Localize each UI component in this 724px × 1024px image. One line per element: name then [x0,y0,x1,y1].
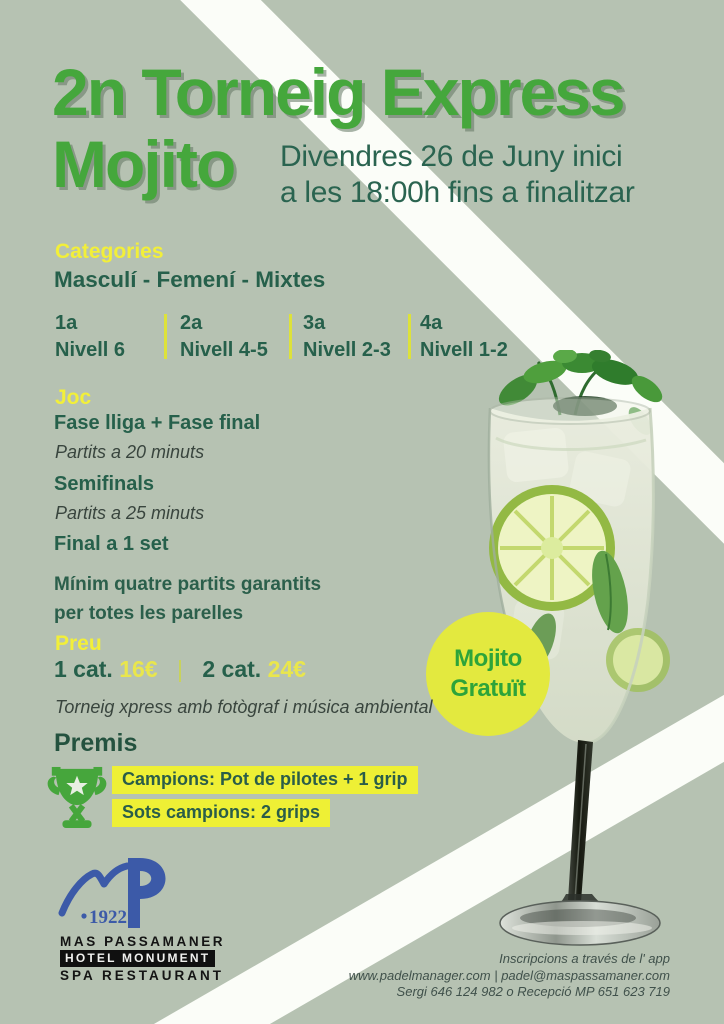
joc-phase-2-title: Semifinals [54,473,155,495]
joc-guarantee-line2: per totes les parelles [54,603,244,624]
joc-phase-3-title: Final a 1 set [54,533,169,555]
category-level: Nivell 6 [55,339,126,361]
category-name: 1a [55,312,78,334]
logo-year: 1922 [89,907,127,928]
joc-phase-1-subtitle: Partits a 20 minuts [55,442,205,462]
event-date [280,139,635,211]
badge-line2: Gratuït [450,675,526,702]
section-label-preu: Preu [55,632,102,655]
category-level: Nivell 1-2 [420,339,508,361]
footer-app-note: Inscripcions a través de l' app [499,951,670,966]
category-col-2 [180,310,268,364]
categories-genders: Masculí - Femení - Mixtes [54,267,326,292]
logo-hotel-services: SPA RESTAURANT [60,968,225,983]
category-name: 4a [420,312,443,334]
logo-hotel-name: MAS PASSAMANER [60,934,226,949]
category-level: Nivell 2-3 [303,339,391,361]
price-row [54,656,306,683]
poster-title-line1: 2n Torneig Express [52,55,624,129]
event-date-line2: a les 18:00h fins a finalitzar [280,176,635,209]
prize-champions: Campions: Pot de pilotes + 1 grip [112,766,418,794]
trophy-icon [46,763,108,831]
joc-guarantee-note [54,570,321,628]
event-date-line1: Divendres 26 de Juny inici [280,140,623,173]
category-col-1 [55,310,125,364]
category-divider [164,314,167,359]
category-col-4 [420,310,508,364]
prize-runnerup: Sots campions: 2 grips [112,799,330,827]
price-cat2-label: 2 cat. [202,656,262,682]
footer-phones: Sergi 646 124 982 o Recepció MP 651 623 719 [396,984,670,999]
price-cat1-label: 1 cat. [54,656,113,682]
price-note: Torneig xpress amb fotògraf i música ambiental [55,697,433,717]
category-divider [289,314,292,359]
free-mojito-badge [426,612,550,736]
category-level: Nivell 4-5 [180,339,268,361]
poster-title-line2: Mojito [52,127,235,201]
footer-web-email: www.padelmanager.com | padel@maspassamaner.com [348,967,670,983]
category-col-3 [303,310,391,364]
joc-phase-1-title: Fase lliga + Fase final [54,412,261,434]
section-label-premis: Premis [54,729,138,757]
category-divider [408,314,411,359]
category-name: 2a [180,312,203,334]
section-label-categories: Categories [55,240,164,263]
joc-phase-2-subtitle: Partits a 25 minuts [55,503,205,523]
mp-logo [58,853,182,931]
category-name: 3a [303,312,326,334]
price-divider: | [176,656,183,682]
logo-hotel-type: HOTEL MONUMENT [60,950,215,967]
section-label-joc: Joc [55,386,92,409]
badge-line1: Mojito [454,645,522,672]
joc-guarantee-line1: Mínim quatre partits garantits [54,574,322,595]
footer-contact [250,951,670,1001]
price-cat2-value: 24€ [267,656,306,682]
price-cat1-value: 16€ [119,656,158,682]
